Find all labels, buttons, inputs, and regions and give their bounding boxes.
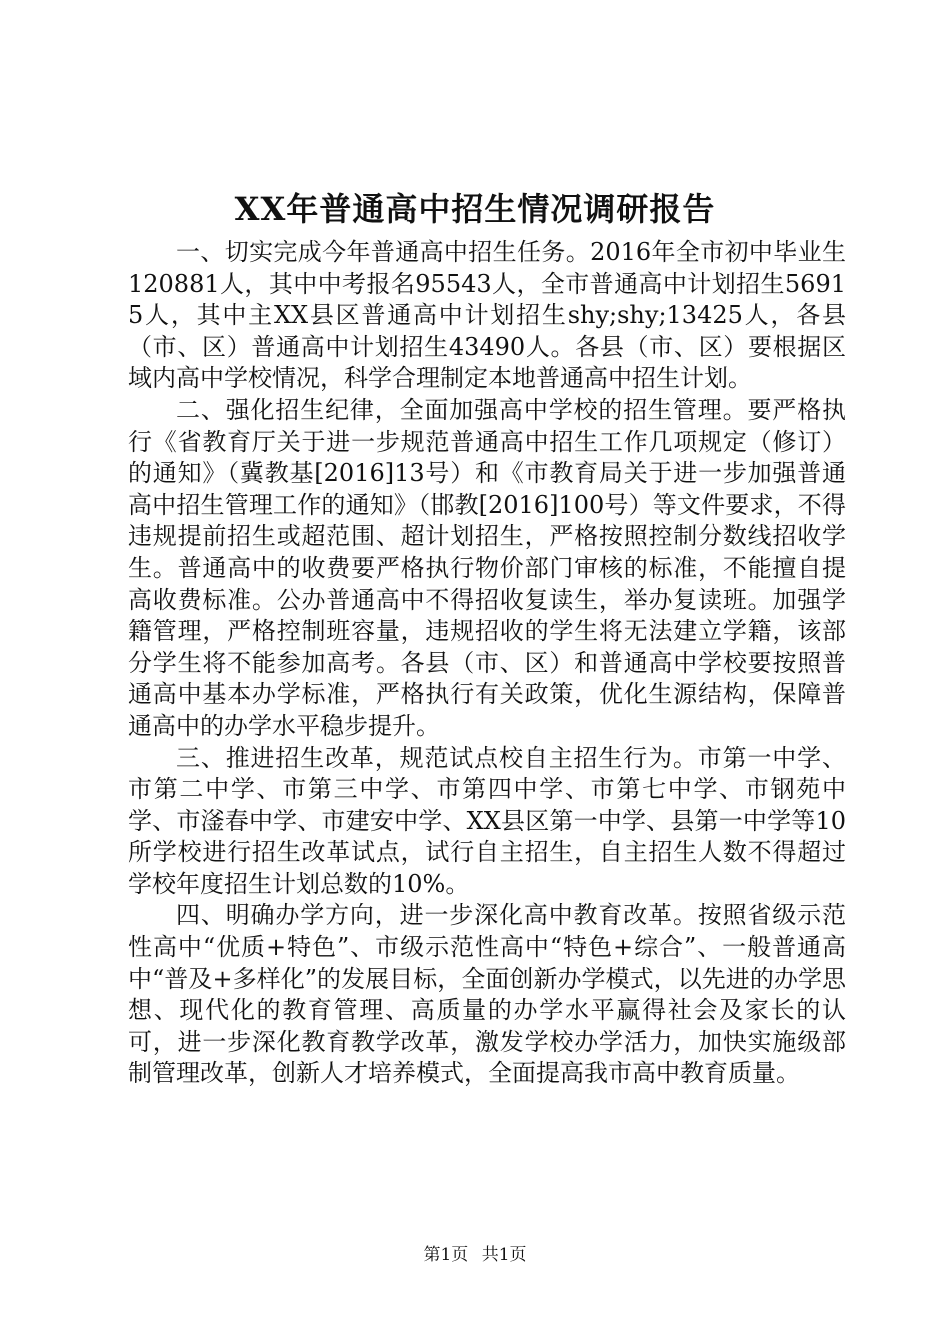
page-footer <box>0 1244 950 1266</box>
page-title: XX年普通高中招生情况调研报告 <box>234 190 716 228</box>
paragraph-4: 四、明确办学方向，进一步深化高中教育改革。按照省级示范性高中“优质+特色”、市级示范性高中“特色+综合”、一般普通高中“普及+多样化”的发展目标，全面创新办学模式，以先进的办学思想、现代化的教育管理、高质量的办学水平赢得社会及家长的认可，进一步深化教育教学改革，激发学校办学活力，加快实施级部制管理改革，创新人才培养模式，全面提高我市高中教育质量。 <box>128 901 846 1088</box>
paragraph-2: 二、强化招生纪律，全面加强高中学校的招生管理。要严格执行《省教育厅关于进一步规范普通高中招生工作几项规定（修订）的通知》（冀教基[2016]13号）和《市教育局关于进一步加强普通高中招生管理工作的通知》（邯教[2016]100号）等文件要求，不得违规提前招生或超范围、超计划招生，严格按照控制分数线招收学生。普通高中的收费要严格执行物价部门审核的标准，不能擅自提高收费标准。公办普通高中不得招收复读生，举办复读班。加强学籍管理，严格控制班容量，违规招收的学生将无法建立学籍，该部分学生将不能参加高考。各县（市、区）和普通高中学校要按照普通高中基本办学标准，严格执行有关政策，优化生源结构，保障普通高中的办学水平稳步提升。 <box>128 395 846 740</box>
page-total: 共1页 <box>481 1245 527 1265</box>
paragraph-1: 一、切实完成今年普通高中招生任务。2016年全市初中毕业生120881人，其中中考报名95543人，全市普通高中计划招生56915人，其中主XX县区普通高中计划招生shy;shy;13425人，各县（市、区）普通高中计划招生43490人。各县（市、区）要根据区域内高中学校情况，科学合理制定本地普通高中招生计划。 <box>128 238 846 393</box>
page-number: 第1页 <box>423 1245 469 1265</box>
paragraph-3: 三、推进招生改革，规范试点校自主招生行为。市第一中学、市第二中学、市第三中学、市第四中学、市第七中学、市钢苑中学、市滏春中学、市建安中学、XX县区第一中学、县第一中学等10所学校进行招生改革试点，试行自主招生，自主招生人数不得超过学校年度招生计划总数的10%。 <box>128 743 846 898</box>
document-body <box>128 237 846 1090</box>
